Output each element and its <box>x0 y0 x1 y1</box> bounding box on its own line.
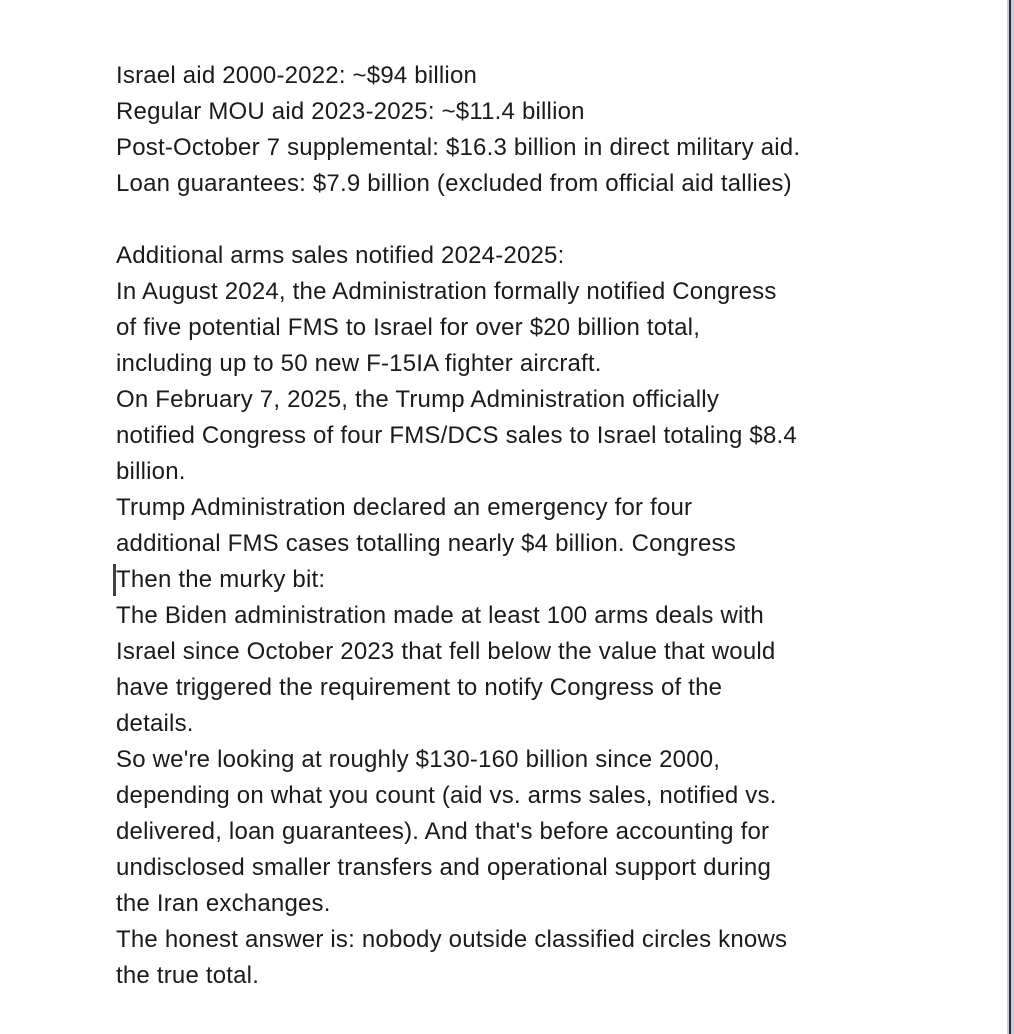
text-cursor <box>113 564 116 596</box>
text-line[interactable] <box>116 886 972 922</box>
text-line-content: The honest answer is: nobody outside classified circles knows <box>116 926 788 953</box>
text-line-content: Israel since October 2023 that fell below the value that would <box>116 638 776 665</box>
text-editor[interactable] <box>116 58 972 994</box>
text-line[interactable] <box>116 778 972 814</box>
text-line[interactable] <box>116 310 972 346</box>
window-right-edge <box>1007 0 1014 1034</box>
text-line[interactable] <box>116 850 972 886</box>
text-line-content: undisclosed smaller transfers and operational support during <box>116 854 772 881</box>
text-line-content: Loan guarantees: $7.9 billion (excluded from official aid tallies) <box>116 170 792 197</box>
text-line[interactable] <box>116 490 972 526</box>
text-line-content: Additional arms sales notified 2024-2025: <box>116 242 565 269</box>
text-line-content: Regular MOU aid 2023-2025: ~$11.4 billion <box>116 98 585 125</box>
text-line[interactable] <box>116 562 972 598</box>
text-line[interactable] <box>116 166 972 202</box>
text-line-content: Then the murky bit: <box>116 566 326 593</box>
text-line[interactable] <box>116 598 972 634</box>
text-line-content: So we're looking at roughly $130-160 billion since 2000, <box>116 746 721 773</box>
text-line[interactable] <box>116 58 972 94</box>
text-line-content: Israel aid 2000-2022: ~$94 billion <box>116 62 478 89</box>
text-line[interactable] <box>116 454 972 490</box>
text-line[interactable] <box>116 706 972 742</box>
text-line-content: notified Congress of four FMS/DCS sales to Israel totaling $8.4 <box>116 422 797 449</box>
text-line-content: On February 7, 2025, the Trump Administration officially <box>116 386 720 413</box>
text-line[interactable] <box>116 958 972 994</box>
text-line-content: delivered, loan guarantees). And that's before accounting for <box>116 818 770 845</box>
text-line-content: have triggered the requirement to notify Congress of the <box>116 674 723 701</box>
text-line[interactable] <box>116 922 972 958</box>
text-line[interactable] <box>116 634 972 670</box>
text-line[interactable] <box>116 274 972 310</box>
text-line[interactable] <box>116 130 972 166</box>
text-line[interactable] <box>116 346 972 382</box>
text-line[interactable] <box>116 418 972 454</box>
text-line-content: The Biden administration made at least 100 arms deals with <box>116 602 764 629</box>
text-line[interactable] <box>116 202 972 238</box>
text-line[interactable] <box>116 670 972 706</box>
text-line-content: In August 2024, the Administration formally notified Congress <box>116 278 777 305</box>
text-line[interactable] <box>116 742 972 778</box>
text-line[interactable] <box>116 526 972 562</box>
text-line-content: of five potential FMS to Israel for over $20 billion total, <box>116 314 701 341</box>
text-line[interactable] <box>116 382 972 418</box>
text-line-content: Post-October 7 supplemental: $16.3 billion in direct military aid. <box>116 134 801 161</box>
text-line-content: the true total. <box>116 962 260 989</box>
text-line-content: details. <box>116 710 194 737</box>
text-line[interactable] <box>116 94 972 130</box>
text-line-content: including up to 50 new F-15IA fighter aircraft. <box>116 350 602 377</box>
text-line[interactable] <box>116 238 972 274</box>
text-line-content: Trump Administration declared an emergency for four <box>116 494 693 521</box>
text-line-content: depending on what you count (aid vs. arms sales, notified vs. <box>116 782 777 809</box>
text-line-content: the Iran exchanges. <box>116 890 331 917</box>
text-line[interactable] <box>116 814 972 850</box>
text-line-content: additional FMS cases totalling nearly $4 billion. Congress <box>116 530 736 557</box>
text-line-content: billion. <box>116 458 186 485</box>
